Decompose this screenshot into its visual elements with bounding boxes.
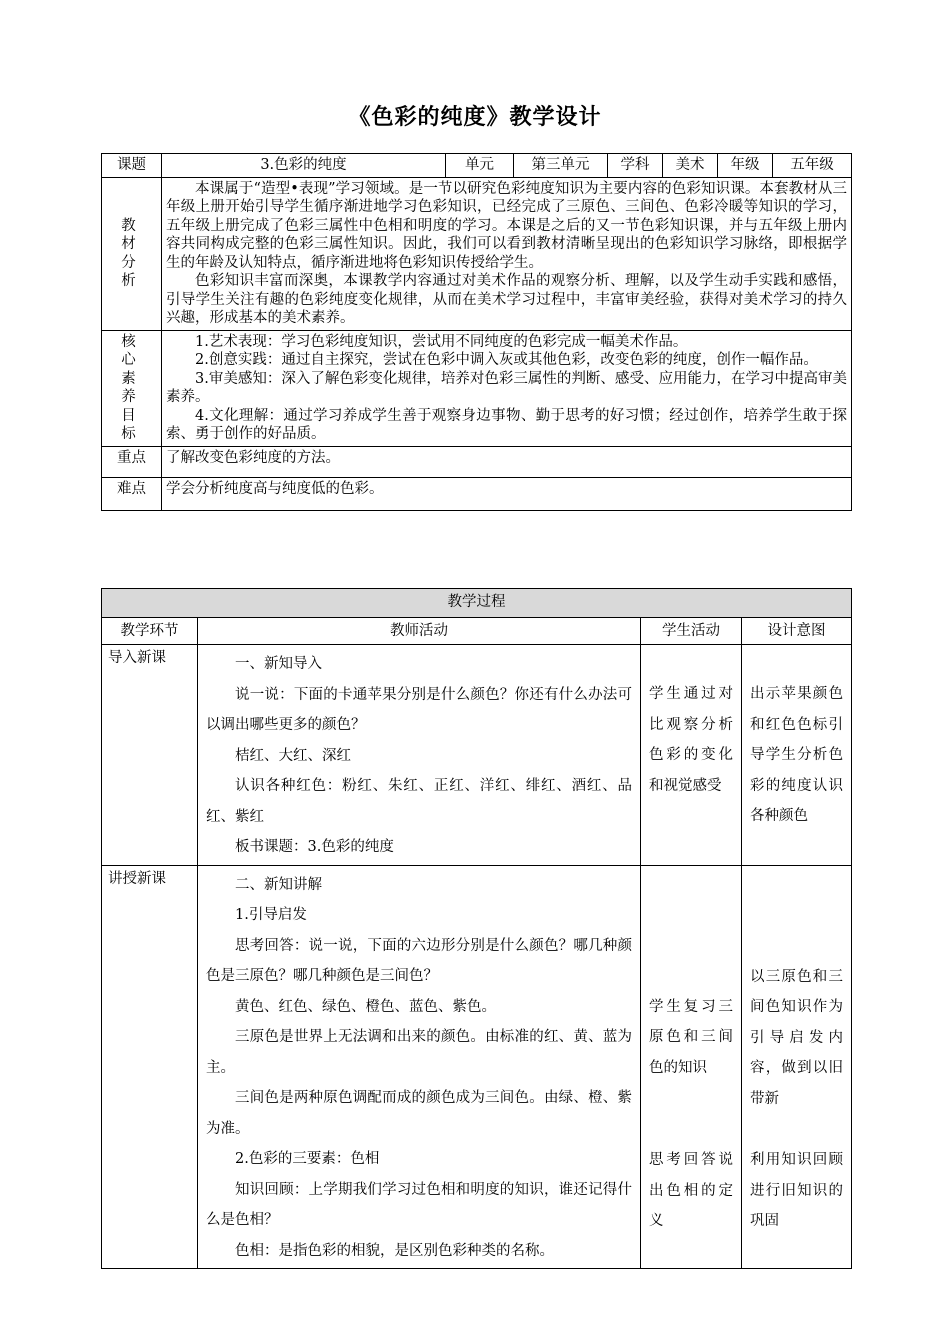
difficulty-row bbox=[102, 477, 852, 510]
topic-row bbox=[102, 154, 852, 178]
goal-item: 4.文化理解：通过学习养成学生善于观察身边事物、勤于思考的好习惯；经过创作，培养学生敢于探索、勇于创作的好品质。 bbox=[166, 407, 847, 442]
teacher-line: 板书课题：3.色彩的纯度 bbox=[235, 839, 394, 855]
analysis-label: 教 材 分 析 bbox=[102, 177, 162, 330]
teacher-line: 三间色是两种原色调配而成的颜色成为三间色。由绿、橙、紫为准。 bbox=[206, 1090, 632, 1137]
teacher-activity-cell bbox=[198, 865, 641, 1269]
difficulty-label: 难点 bbox=[102, 477, 162, 510]
header-stage: 教学环节 bbox=[102, 618, 198, 645]
design-intent-text: 出示苹果颜色和红色色标引导学生分析色彩的纯度认识各种颜色 bbox=[750, 686, 843, 824]
student-activity-text: 思考回答说出色相的定义 bbox=[649, 1152, 733, 1229]
teacher-line: 色相：是指色彩的相貌，是区别色彩种类的名称。 bbox=[235, 1242, 554, 1259]
stage-cell: 导入新课 bbox=[102, 645, 198, 866]
teacher-line: 2.色彩的三要素：色相 bbox=[235, 1151, 380, 1167]
document-title: 《色彩的纯度》教学设计 bbox=[348, 104, 602, 130]
teacher-line: 认识各种红色：粉红、朱红、正红、洋红、绯红、酒红、品红、紫红 bbox=[206, 778, 632, 825]
goal-item: 1.艺术表现：学习色彩纯度知识，尝试用不同纯度的色彩完成一幅美术作品。 bbox=[195, 333, 688, 350]
student-activity-text: 学生复习三原色和三间色的知识 bbox=[649, 998, 733, 1076]
goal-item: 3.审美感知：深入了解色彩变化规律，培养对色彩三属性的判断、感受、应用能力，在学习中提高审美素养。 bbox=[166, 370, 847, 405]
teacher-line: 思考回答：说一说，下面的六边形分别是什么颜色？哪几种颜色是三原色？哪几种颜色是三间色？ bbox=[206, 937, 632, 984]
key-point-label: 重点 bbox=[102, 446, 162, 477]
student-activity-cell bbox=[641, 865, 742, 1269]
header-student: 学生活动 bbox=[641, 618, 742, 645]
unit-value: 第三单元 bbox=[514, 154, 608, 178]
header-teacher: 教师活动 bbox=[198, 618, 641, 645]
teacher-line: 三原色是世界上无法调和出来的颜色。由标准的红、黄、蓝为主。 bbox=[206, 1029, 632, 1076]
design-intent-text: 以三原色和三间色知识作为引导启发内容，做到以旧带新 bbox=[750, 968, 843, 1107]
teacher-line: 知识回顾：上学期我们学习过色相和明度的知识，谁还记得什么是色相？ bbox=[206, 1181, 632, 1228]
goals-content bbox=[162, 330, 852, 446]
process-row-intro bbox=[102, 645, 852, 866]
analysis-content bbox=[162, 177, 852, 330]
teacher-line: 黄色、红色、绿色、橙色、蓝色、紫色。 bbox=[235, 998, 496, 1015]
subject-value: 美术 bbox=[663, 154, 718, 178]
process-row-teach bbox=[102, 865, 852, 1269]
analysis-row bbox=[102, 177, 852, 330]
analysis-paragraph: 本课属于“造型•表现”学习领域。是一节以研究色彩纯度知识为主要内容的色彩知识课。本套教材从三年级上册开始引导学生循序渐进地学习色彩知识，已经完成了三原色、三间色、色彩冷暖等知识的学习，五年级上册完成了色彩三属性中色相和明度的学习。本课是之后的又一节色彩知识课，并与五年级上册内容共同构成完整的色彩三属性知识。因此，我们可以看到教材清晰呈现出的色彩知识学习脉络，即根据学生的年龄及认知特点，循序渐进地将色彩知识传授给学生。 bbox=[166, 180, 847, 271]
student-activity-text: 学生通过对比观察分析色彩的变化和视觉感受 bbox=[649, 686, 733, 794]
topic-label: 课题 bbox=[102, 154, 162, 178]
process-title: 教学过程 bbox=[102, 589, 852, 618]
key-point-value: 了解改变色彩纯度的方法。 bbox=[162, 446, 852, 477]
unit-label: 单元 bbox=[446, 154, 514, 178]
key-point-row bbox=[102, 446, 852, 477]
teacher-line: 桔红、大红、深红 bbox=[235, 747, 351, 764]
grade-label: 年级 bbox=[718, 154, 773, 178]
teacher-line: 二、新知讲解 bbox=[235, 876, 322, 893]
teacher-line: 1.引导启发 bbox=[235, 907, 307, 923]
difficulty-value: 学会分析纯度高与纯度低的色彩。 bbox=[162, 477, 852, 510]
teaching-process-table bbox=[101, 588, 852, 1269]
lesson-info-table bbox=[101, 153, 852, 511]
design-intent-text: 利用知识回顾进行旧知识的巩固 bbox=[750, 1152, 843, 1229]
subject-label: 学科 bbox=[608, 154, 663, 178]
teacher-activity-cell bbox=[198, 645, 641, 866]
student-activity-cell bbox=[641, 645, 742, 866]
goals-label: 核 心 素 养 目 标 bbox=[102, 330, 162, 446]
goal-item: 2.创意实践：通过自主探究，尝试在色彩中调入灰或其他色彩，改变色彩的纯度，创作一幅作品。 bbox=[195, 352, 818, 368]
process-header-row bbox=[102, 618, 852, 645]
design-intent-cell bbox=[742, 865, 852, 1269]
teacher-line: 说一说：下面的卡通苹果分别是什么颜色？你还有什么办法可以调出哪些更多的颜色？ bbox=[206, 686, 632, 733]
stage-cell: 讲授新课 bbox=[102, 865, 198, 1269]
teacher-line: 一、新知导入 bbox=[235, 656, 322, 672]
goals-row bbox=[102, 330, 852, 446]
design-intent-cell bbox=[742, 645, 852, 866]
header-intent: 设计意图 bbox=[742, 618, 852, 645]
topic-value: 3.色彩的纯度 bbox=[162, 154, 446, 178]
analysis-paragraph: 色彩知识丰富而深奥，本课教学内容通过对美术作品的观察分析、理解，以及学生动手实践和感悟，引导学生关注有趣的色彩纯度变化规律，从而在美术学习过程中，丰富审美经验，获得对美术学习的持久兴趣，形成基本的美术素养。 bbox=[166, 273, 847, 326]
grade-value: 五年级 bbox=[773, 154, 852, 178]
